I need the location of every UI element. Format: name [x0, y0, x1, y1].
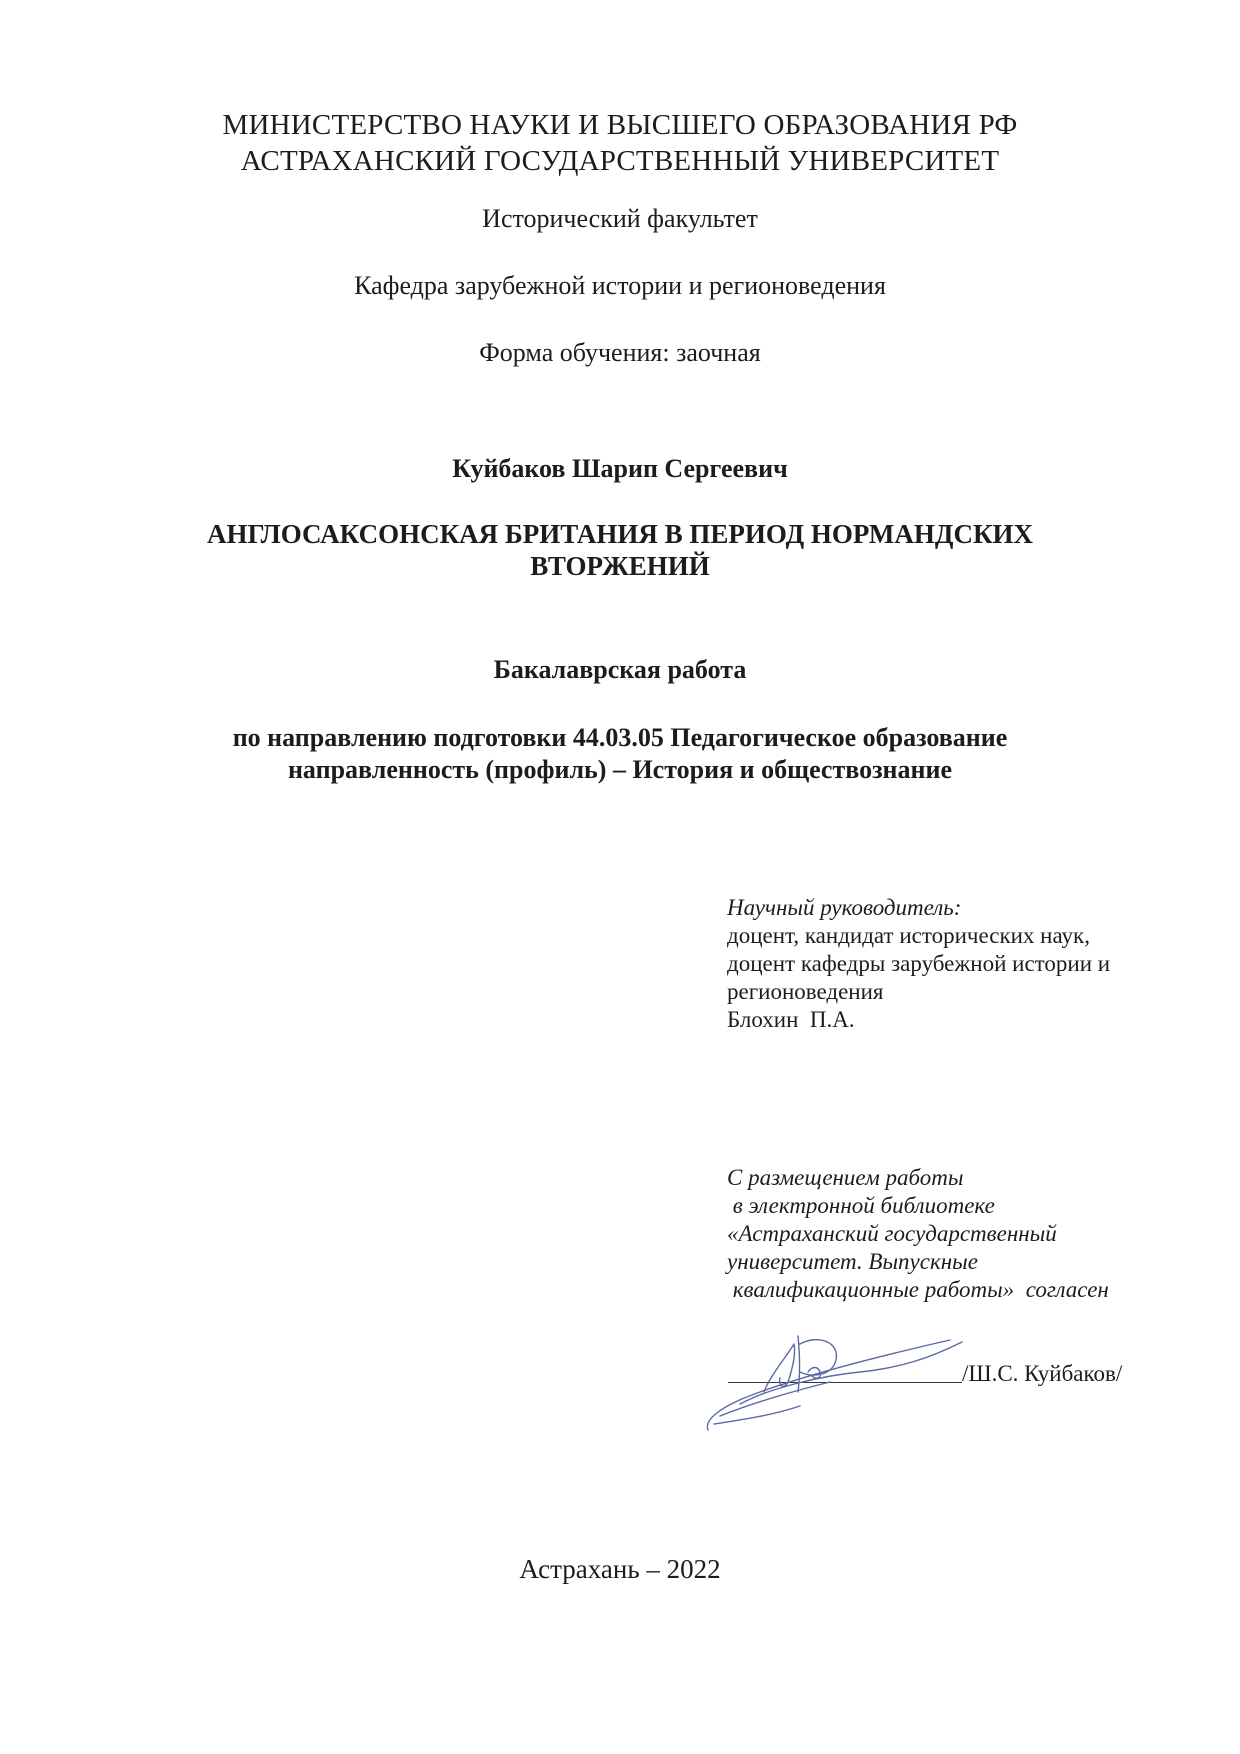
consent-block — [727, 1164, 1187, 1304]
author-name: Куйбаков Шарип Сергеевич — [452, 454, 788, 483]
consent-line-5-text: квалификационные работы» — [727, 1277, 1015, 1302]
supervisor-block — [727, 894, 1187, 1034]
handwritten-signature-icon — [700, 1320, 980, 1440]
faculty-name: Исторический факультет — [482, 204, 758, 233]
consent-line-2: в электронной библиотеке — [727, 1193, 995, 1218]
study-direction-line-2: направленность (профиль) – История и обществознание — [287, 755, 953, 784]
university-name: АСТРАХАНСКИЙ ГОСУДАРСТВЕННЫЙ УНИВЕРСИТЕТ — [240, 145, 1000, 177]
consent-line-5 — [727, 1276, 1187, 1304]
supervisor-name: Блохин П.А. — [727, 1007, 855, 1032]
study-form: Форма обучения: заочная — [479, 338, 761, 367]
work-type: Бакалаврская работа — [493, 655, 747, 684]
department-name: Кафедра зарубежной истории и регионоведения — [354, 271, 886, 300]
thesis-title-line-1: АНГЛОСАКСОНСКАЯ БРИТАНИЯ В ПЕРИОД НОРМАНДСКИХ — [206, 519, 1034, 549]
study-direction-line-1: по направлению подготовки 44.03.05 Педагогическое образование — [232, 723, 1008, 752]
thesis-title-line-2: ВТОРЖЕНИЙ — [530, 551, 710, 581]
supervisor-position: доцент кафедры зарубежной истории и — [727, 951, 1111, 976]
supervisor-degree: доцент, кандидат исторических наук, — [727, 923, 1090, 948]
consent-line-3: «Астраханский государственный — [727, 1221, 1057, 1246]
city-year: Астрахань – 2022 — [519, 1554, 721, 1584]
signer-name: /Ш.С. Куйбаков/ — [962, 1361, 1123, 1386]
supervisor-position-cont: регионоведения — [727, 979, 884, 1004]
supervisor-heading: Научный руководитель: — [727, 895, 962, 920]
consent-line-1: С размещением работы — [727, 1165, 964, 1190]
ministry-name: МИНИСТЕРСТВО НАУКИ И ВЫСШЕГО ОБРАЗОВАНИЯ РФ — [222, 109, 1018, 141]
signature-area — [700, 1320, 1200, 1440]
consent-line-4: университет. Выпускные — [727, 1249, 978, 1274]
consent-agreed: согласен — [1025, 1277, 1109, 1302]
